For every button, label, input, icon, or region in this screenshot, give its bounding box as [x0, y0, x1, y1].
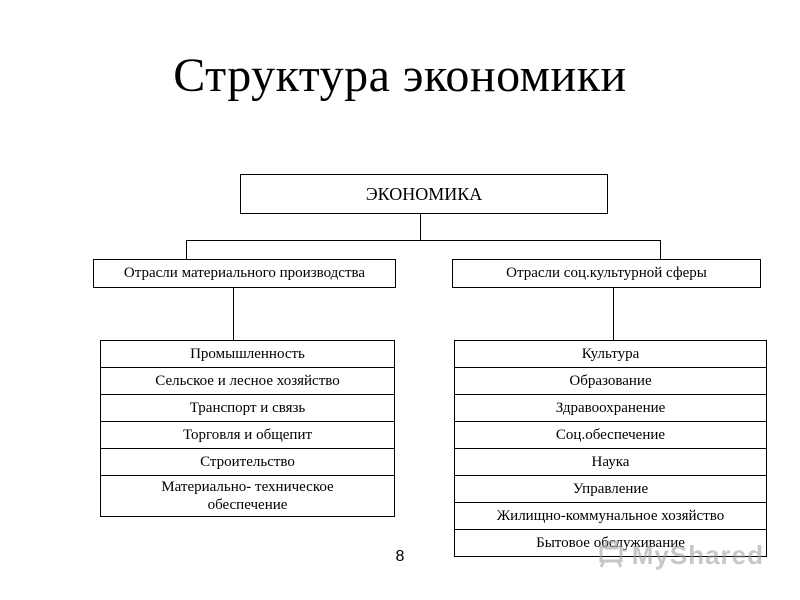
watermark-text: MyShared [631, 540, 764, 570]
list-item: Наука [455, 448, 766, 475]
connector-left-drop [186, 240, 187, 259]
list-item: Культура [581, 346, 640, 362]
connector-right-drop [660, 240, 661, 259]
list-item: Здравоохранение [455, 394, 766, 421]
list-item: Торговля и общепит [101, 421, 394, 448]
social-cultural-node: Отрасли соц.культурной сферы [452, 259, 761, 288]
list-item: Жилищно-коммунальное хозяйство [455, 502, 766, 529]
list-item: Бытовое обслуживание [455, 529, 766, 556]
page-title: Структура экономики [173, 49, 627, 102]
list-item: Строительство [101, 448, 394, 475]
connector-right-branch-down [613, 288, 614, 340]
connector-left-branch-down [233, 288, 234, 340]
list-item: Материально- техническое обеспечение [101, 475, 394, 516]
page-number: 8 [395, 548, 405, 565]
list-item: Транспорт и связь [101, 394, 394, 421]
material-production-list [100, 340, 395, 517]
social-cultural-list [454, 340, 767, 557]
economy-root-node: ЭКОНОМИКА [240, 174, 608, 214]
watermark-logo-icon [598, 538, 628, 573]
list-item: Сельское и лесное хозяйство [101, 367, 394, 394]
list-item: Соц.обеспечение [455, 421, 766, 448]
material-production-node: Отрасли материального производства [93, 259, 396, 288]
connector-horizontal [186, 240, 661, 241]
list-item: Образование [455, 367, 766, 394]
list-item: Промышленность [190, 346, 305, 362]
watermark [598, 538, 764, 573]
connector-root-down [420, 214, 421, 240]
list-item: Управление [455, 475, 766, 502]
